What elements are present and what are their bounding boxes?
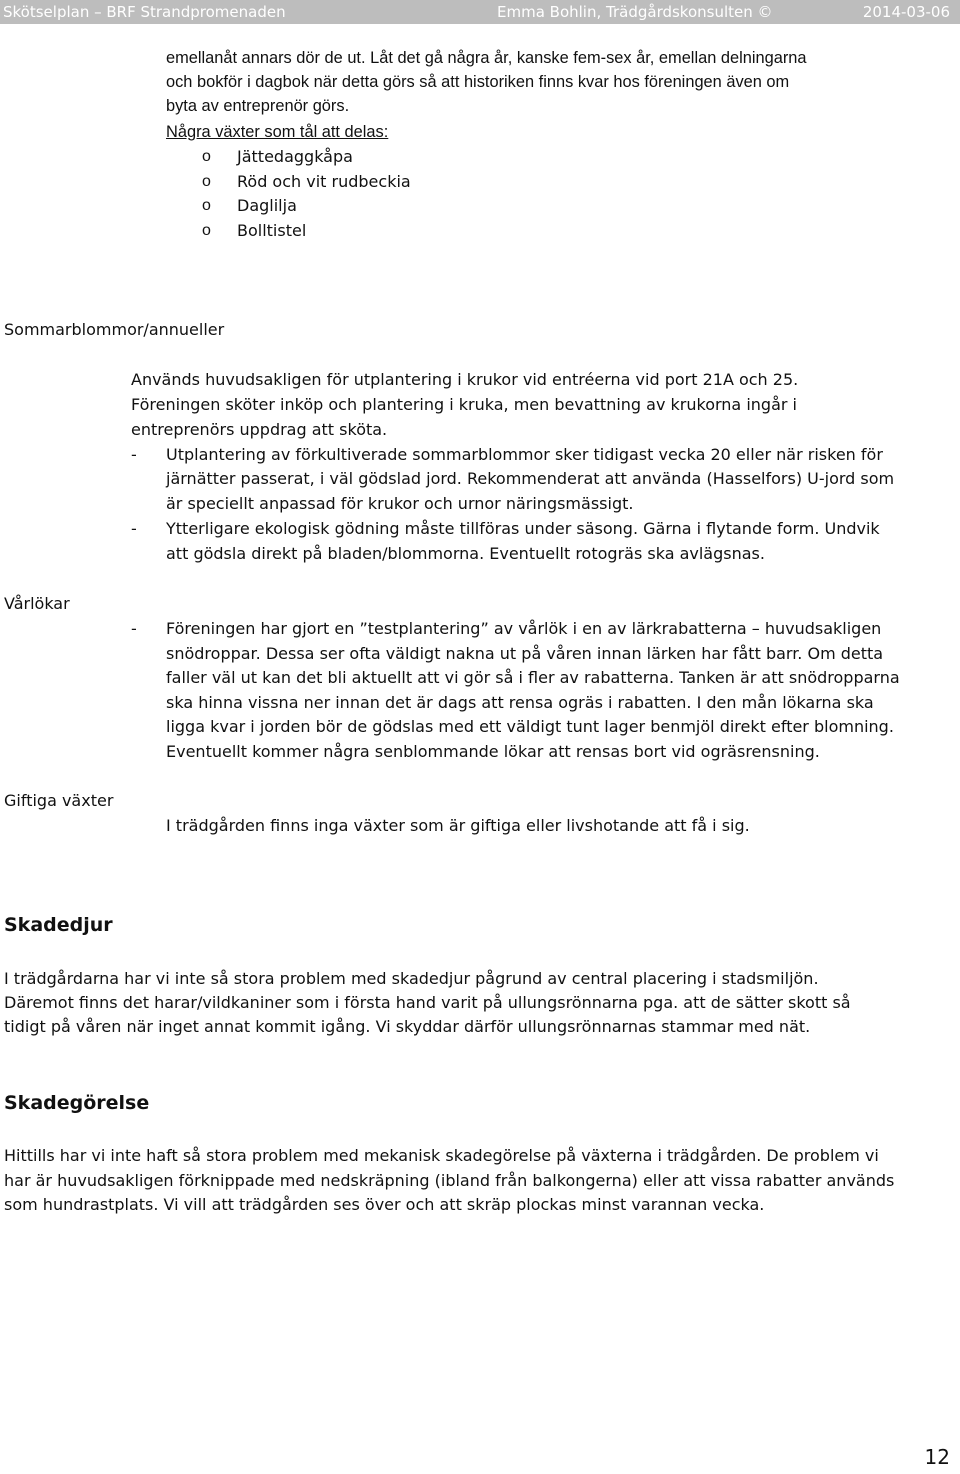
varlokar-line: Föreningen har gjort en ”testplantering” av vårlök i en av lärkrabatterna – huvudsakligen [166,619,882,638]
bullet-icon: o [202,148,211,165]
sommarblommor-item-line: att gödsla direkt på bladen/blommorna. Eventuellt rotogräs ska avlägsnas. [166,544,765,563]
plant-list-item: Röd och vit rudbeckia [237,172,411,191]
section-label-giftiga: Giftiga växter [4,791,114,810]
dash-bullet: - [131,445,137,464]
header-date: 2014-03-06 [862,3,950,21]
plant-list-item: Bolltistel [237,221,307,240]
sommarblommor-item-line: Utplantering av förkultiverade sommarblommor sker tidigast vecka 20 eller när risken för [166,445,883,464]
skadegorelse-line: Hittills har vi inte haft så stora problem med mekanisk skadegörelse på växterna i trädgården. De problem vi [4,1146,879,1165]
dash-bullet: - [131,619,137,638]
skadedjur-line: Däremot finns det harar/vildkaniner som i första hand varit på ullungsrönnarna pga. att de sätter skott så [4,993,851,1012]
varlokar-line: faller väl ut kan det bli aktuellt att vi gör så i fler av rabatterna. Tanken är att snödropparna [166,668,900,687]
bullet-icon: o [202,173,211,190]
skadegorelse-line: har är huvudsakligen förknippade med nedskräpning (ibland från balkongerna) eller att vissa rabatter används [4,1171,895,1190]
giftiga-text: I trädgården finns inga växter som är giftiga eller livshotande att få i sig. [166,816,750,835]
sommarblommor-line: Används huvudsakligen för utplantering i krukor vid entréerna vid port 21A och 25. [131,370,799,389]
sommarblommor-item-line: järnätter passerat, i väl gödslad jord. Rekommenderat att använda (Hasselfors) U-jord som [166,469,895,488]
header-author: Emma Bohlin, Trädgårdskonsulten © [497,3,773,21]
skadedjur-line: tidigt på våren när inget annat kommit igång. Vi skyddar därför ullungsrönnarnas stammar med nät. [4,1017,811,1036]
intro-line: emellanåt annars dör de ut. Låt det gå några år, kanske fem-sex år, emellan delningarna [166,49,807,67]
page-header [0,0,960,24]
bullet-icon: o [202,197,211,214]
plant-list-heading: Några växter som tål att delas: [166,123,389,141]
varlokar-line: ska hinna vissna ner innan det är dags att rensa ogräs i rabatten. I den mån lökarna ska [166,693,874,712]
heading-skadedjur: Skadedjur [4,914,113,936]
skadedjur-line: I trädgårdarna har vi inte så stora problem med skadedjur pågrund av central placering i stadsmiljön. [4,969,819,988]
sommarblommor-line: Föreningen sköter inköp och plantering i kruka, men bevattning av krukorna ingår i [131,395,797,414]
heading-skadegorelse: Skadegörelse [4,1092,150,1114]
skadegorelse-line: som hundrastplats. Vi vill att trädgården ses över och att skräp plockas minst varannan vecka. [4,1195,765,1214]
section-label-varlokar: Vårlökar [4,594,70,613]
intro-line: byta av entreprenör görs. [166,97,350,115]
dash-bullet: - [131,519,137,538]
bullet-icon: o [202,222,211,239]
varlokar-line: ligga kvar i jorden bör de gödslas med ett väldigt tunt lager benmjöl direkt efter blomning. [166,717,894,736]
header-document-title: Skötselplan – BRF Strandpromenaden [3,3,286,21]
sommarblommor-item-line: Ytterligare ekologisk gödning måste tillföras under säsong. Gärna i flytande form. Undvik [166,519,880,538]
plant-list-item: Daglilja [237,196,297,215]
sommarblommor-line: entreprenörs uppdrag att sköta. [131,420,388,439]
plant-list-item: Jättedaggkåpa [237,147,353,166]
section-label-sommarblommor: Sommarblommor/annueller [4,320,225,339]
page-number: 12 [924,1445,950,1469]
sommarblommor-item-line: är speciellt anpassad för krukor och urnor näringsmässigt. [166,494,634,513]
varlokar-line: snödroppar. Dessa ser ofta väldigt nakna ut på våren innan lärken har fått barr. Om detta [166,644,884,663]
varlokar-line: Eventuellt kommer några senblommande lökar att rensas bort vid ogräsrensning. [166,742,820,761]
intro-line: och bokför i dagbok när detta görs så att historiken finns kvar hos föreningen även om [166,73,790,91]
